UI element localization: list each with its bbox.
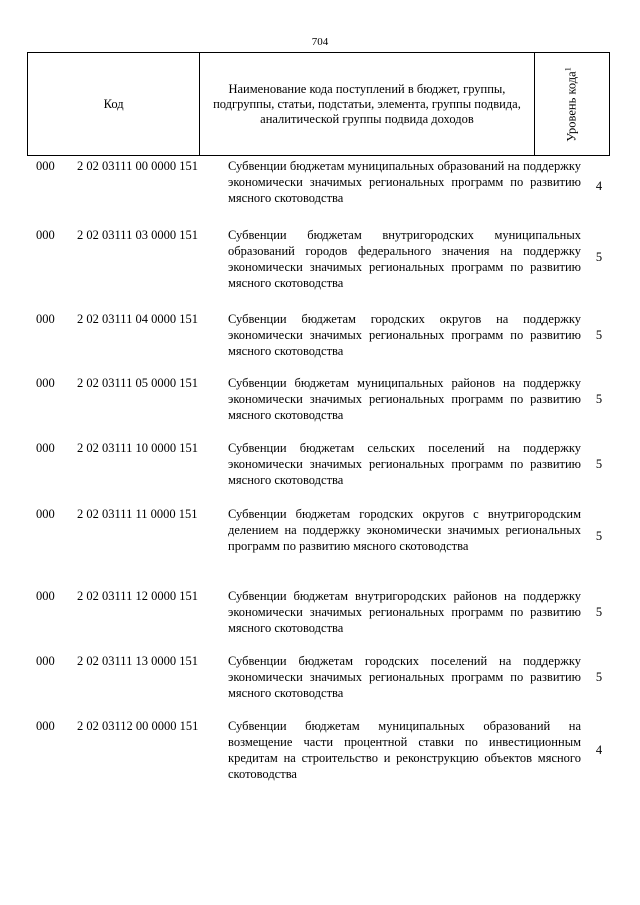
header-level [535, 53, 609, 155]
income-code: 2 02 03111 04 0000 151 [77, 312, 198, 326]
code-level: 5 [595, 605, 603, 619]
code-level: 4 [595, 179, 603, 193]
page-number: 704 [311, 36, 329, 48]
income-name: Субвенции бюджетам городских округов с внутригородским делением на поддержку экономически значимых региональных программ по развитию мясного скотоводства [228, 507, 581, 553]
admin-code: 000 [36, 441, 55, 455]
admin-code: 000 [36, 507, 55, 521]
income-name: Субвенции бюджетам внутригородских районов на поддержку экономически значимых региональных программ по развитию мясного скотоводства [228, 589, 581, 635]
income-code: 2 02 03111 12 0000 151 [77, 589, 198, 603]
code-level: 5 [595, 392, 603, 406]
income-name: Субвенции бюджетам городских округов на поддержку экономически значимых региональных программ по развитию мясного скотоводства [228, 312, 581, 358]
admin-code: 000 [36, 719, 55, 733]
admin-code: 000 [36, 654, 55, 668]
income-name: Субвенции бюджетам муниципальных образований на возмещение части процентной ставки по инвестиционным кредитам на строительство и реконструкцию объектов мясного скотоводства [228, 719, 581, 781]
income-name: Субвенции бюджетам муниципальных районов на поддержку экономически значимых региональных программ по развитию мясного скотоводства [228, 376, 581, 422]
income-code: 2 02 03111 10 0000 151 [77, 441, 198, 455]
code-level: 4 [595, 743, 603, 757]
admin-code: 000 [36, 312, 55, 326]
code-level: 5 [595, 670, 603, 684]
code-level: 5 [595, 328, 603, 342]
income-code: 2 02 03111 05 0000 151 [77, 376, 198, 390]
income-code: 2 02 03111 00 0000 151 [77, 159, 198, 173]
income-name: Субвенции бюджетам муниципальных образований на поддержку экономически значимых региональных программ по развитию мясного скотоводства [228, 159, 581, 205]
table-header [27, 52, 610, 156]
code-level: 5 [595, 529, 603, 543]
header-name [200, 53, 534, 155]
header-name-label: Наименование кода поступлений в бюджет, группы, подгруппы, статьи, подстатьи, элемента, группы подвида, аналитической группы подвида доходов [213, 81, 521, 126]
admin-code: 000 [36, 228, 55, 242]
income-name: Субвенции бюджетам сельских поселений на поддержку экономически значимых региональных программ по развитию мясного скотоводства [228, 441, 581, 487]
income-code: 2 02 03111 03 0000 151 [77, 228, 198, 242]
admin-code: 000 [36, 376, 55, 390]
income-name: Субвенции бюджетам внутригородских муниципальных образований городов федерального значения на поддержку экономически значимых региональных программ по развитию мясного скотоводства [228, 228, 581, 290]
income-name: Субвенции бюджетам городских поселений на поддержку экономически значимых региональных программ по развитию мясного скотоводства [228, 654, 581, 700]
header-code-label: Код [103, 96, 124, 111]
income-code: 2 02 03111 13 0000 151 [77, 654, 198, 668]
income-code: 2 02 03112 00 0000 151 [77, 719, 199, 733]
code-level: 5 [595, 250, 603, 264]
code-level: 5 [595, 457, 603, 471]
admin-code: 000 [36, 159, 55, 173]
header-code [28, 53, 200, 155]
admin-code: 000 [36, 589, 55, 603]
header-level-vertical [564, 67, 579, 141]
header-level-label: Уровень кода [564, 70, 579, 142]
income-code: 2 02 03111 11 0000 151 [77, 507, 198, 521]
header-level-footnote: 1 [563, 66, 573, 71]
